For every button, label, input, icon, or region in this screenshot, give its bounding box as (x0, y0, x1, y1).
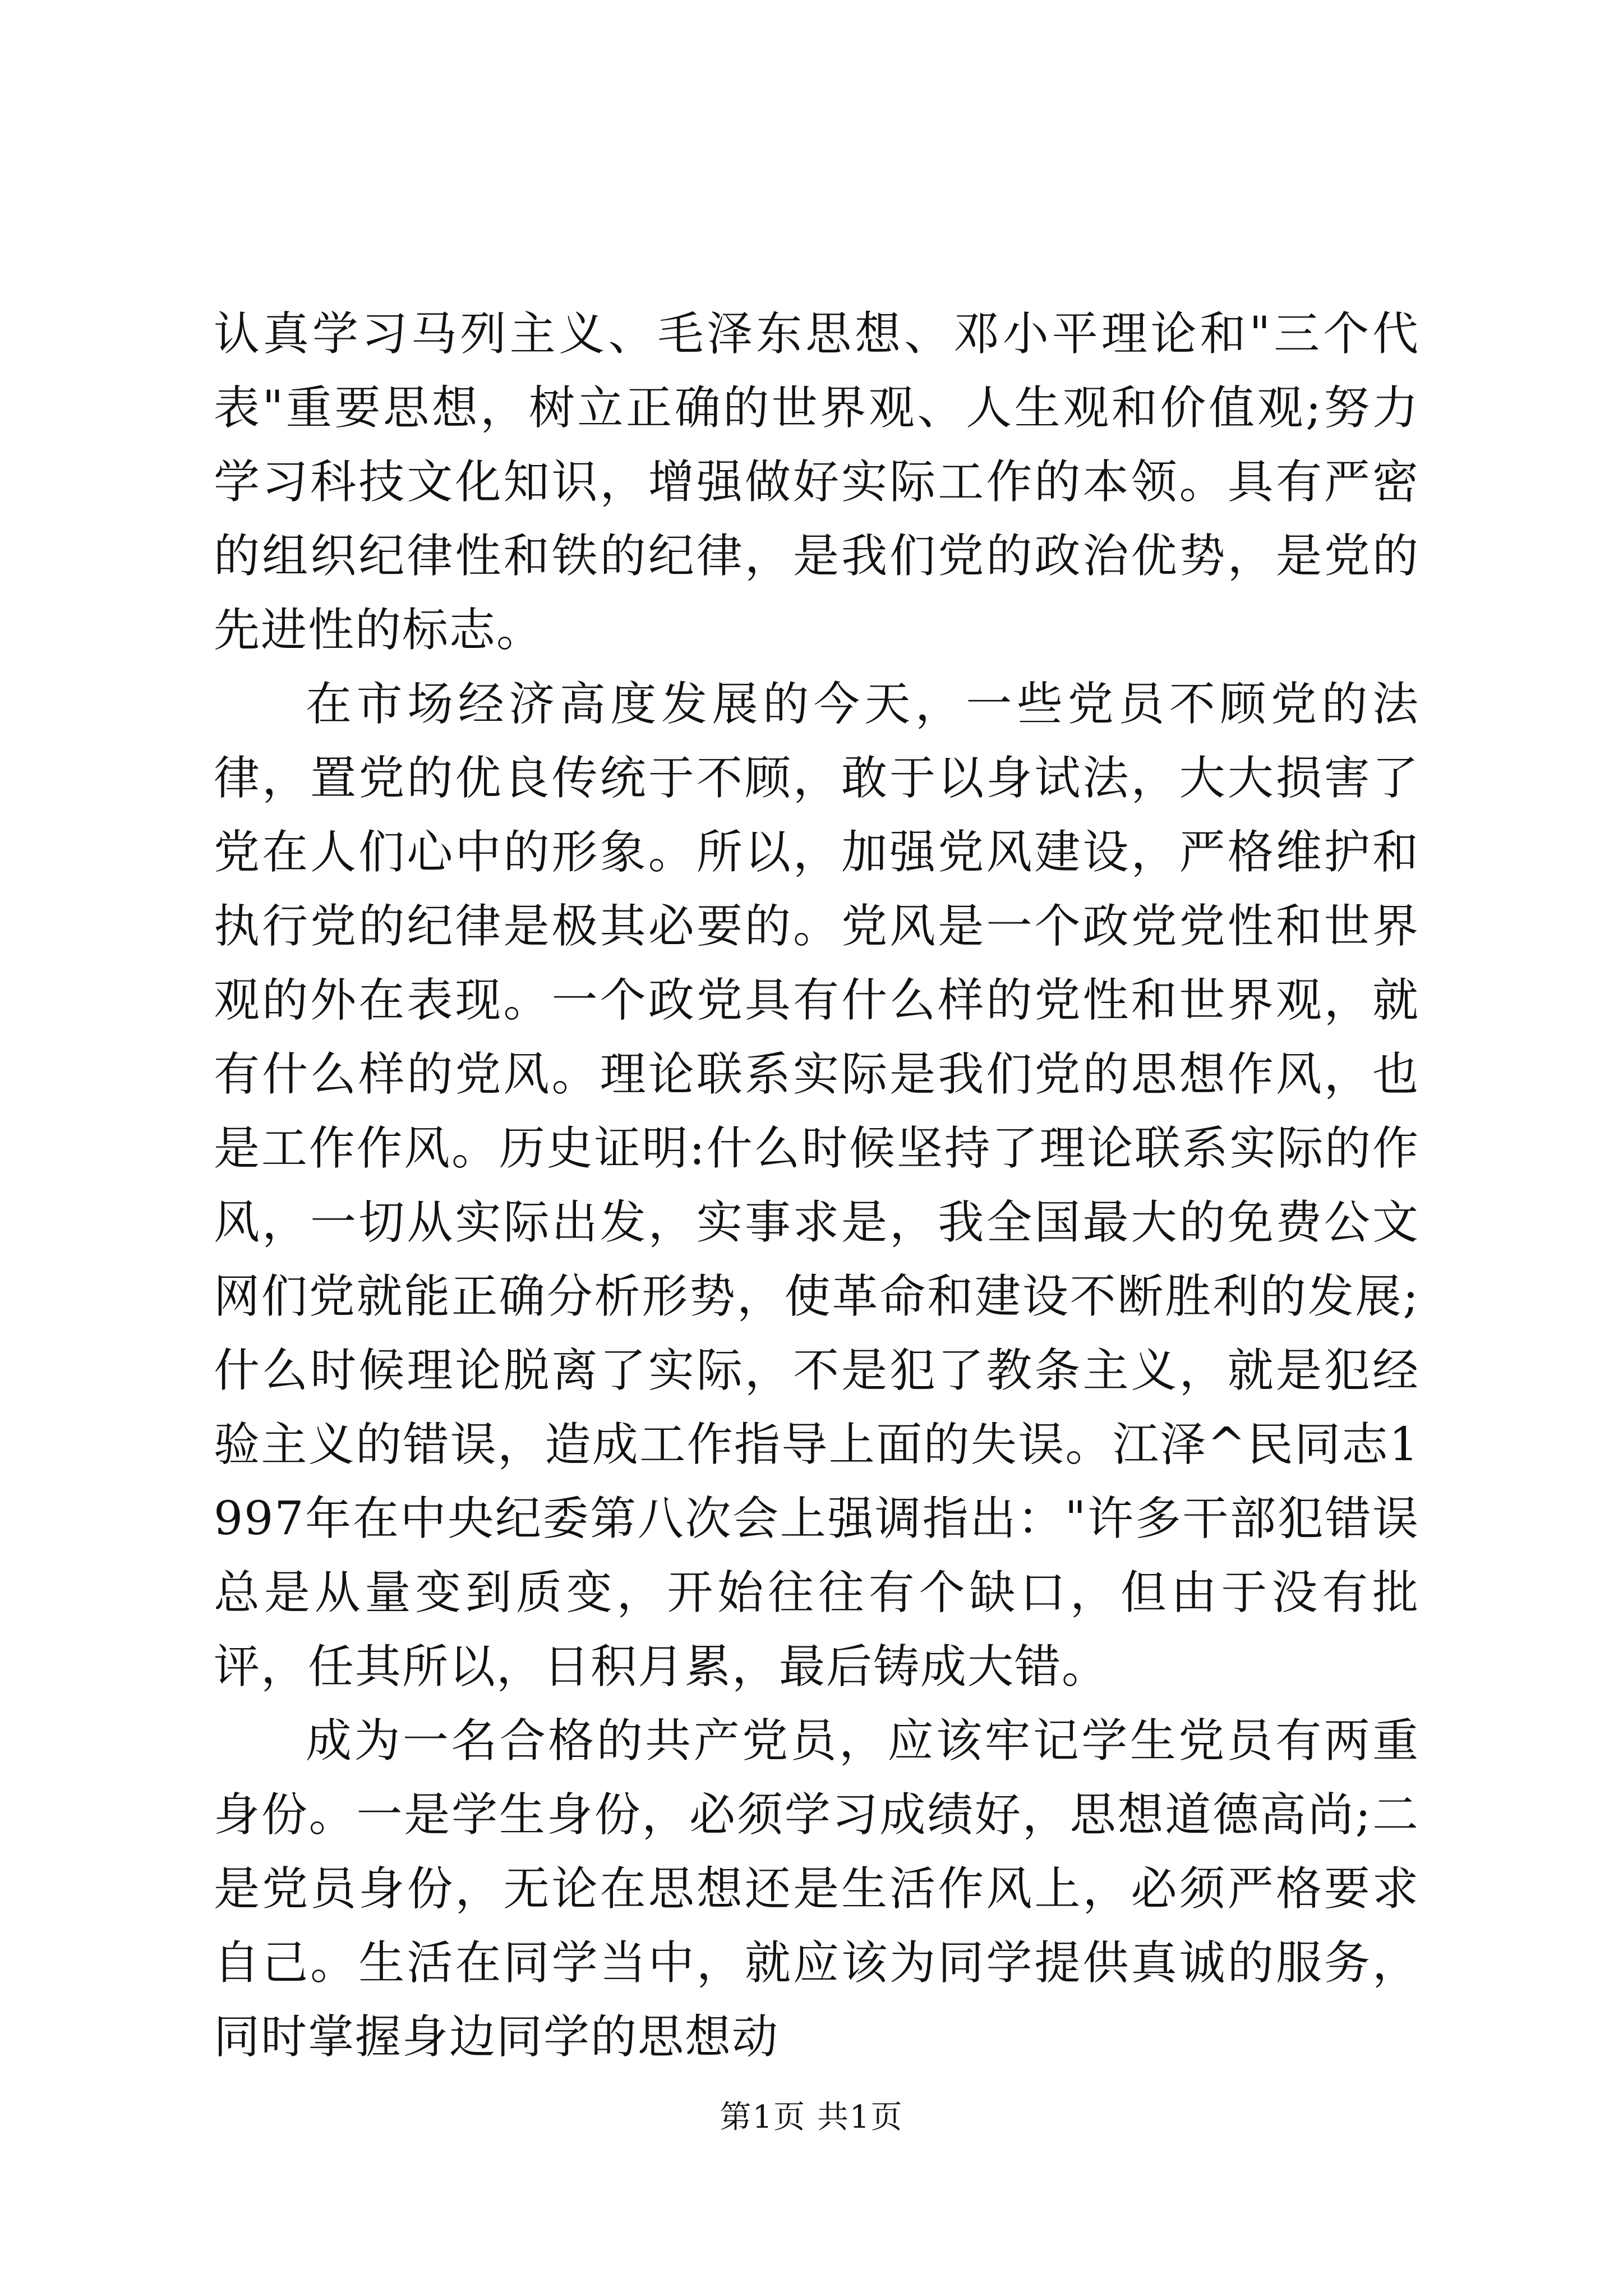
paragraph-2: 在市场经济高度发展的今天，一些党员不顾党的法律，置党的优良传统于不顾，敢于以身试法，大大损害了党在人们心中的形象。所以，加强党风建设，严格维护和执行党的纪律是极其必要的。党风是一个政党党性和世界观的外在表现。一个政党具有什么样的党性和世界观，就有什么样的党风。理论联系实际是我们党的思想作风，也是工作作风。历史证明:什么时候坚持了理论联系实际的作风，一切从实际出发，实事求是，我全国最大的免费公文网们党就能正确分析形势，使革命和建设不断胜利的发展;什么时候理论脱离了实际，不是犯了教条主义，就是犯经验主义的错误，造成工作指导上面的失误。江泽^民同志1997年在中央纪委第八次会上强调指出："许多干部犯错误总是从量变到质变，开始往往有个缺口，但由于没有批评，任其所以，日积月累，最后铸成大错。 (214, 678, 1419, 1694)
document-body (214, 297, 1419, 2074)
paragraph-1: 认真学习马列主义、毛泽东思想、邓小平理论和"三个代表"重要思想，树立正确的世界观、人生观和价值观;努力学习科技文化知识，增强做好实际工作的本领。具有严密的组织纪律性和铁的纪律，是我们党的政治优势，是党的先进性的标志。 (214, 307, 1419, 657)
paragraph-3: 成为一名合格的共产党员，应该牢记学生党员有两重身份。一是学生身份，必须学习成绩好，思想道德高尚;二是党员身份，无论在思想还是生活作风上，必须严格要求自己。生活在同学当中，就应该为同学提供真诚的服务，同时掌握身边同学的思想动 (214, 1714, 1419, 2064)
page-footer: 第1页 共1页 (720, 2099, 903, 2136)
